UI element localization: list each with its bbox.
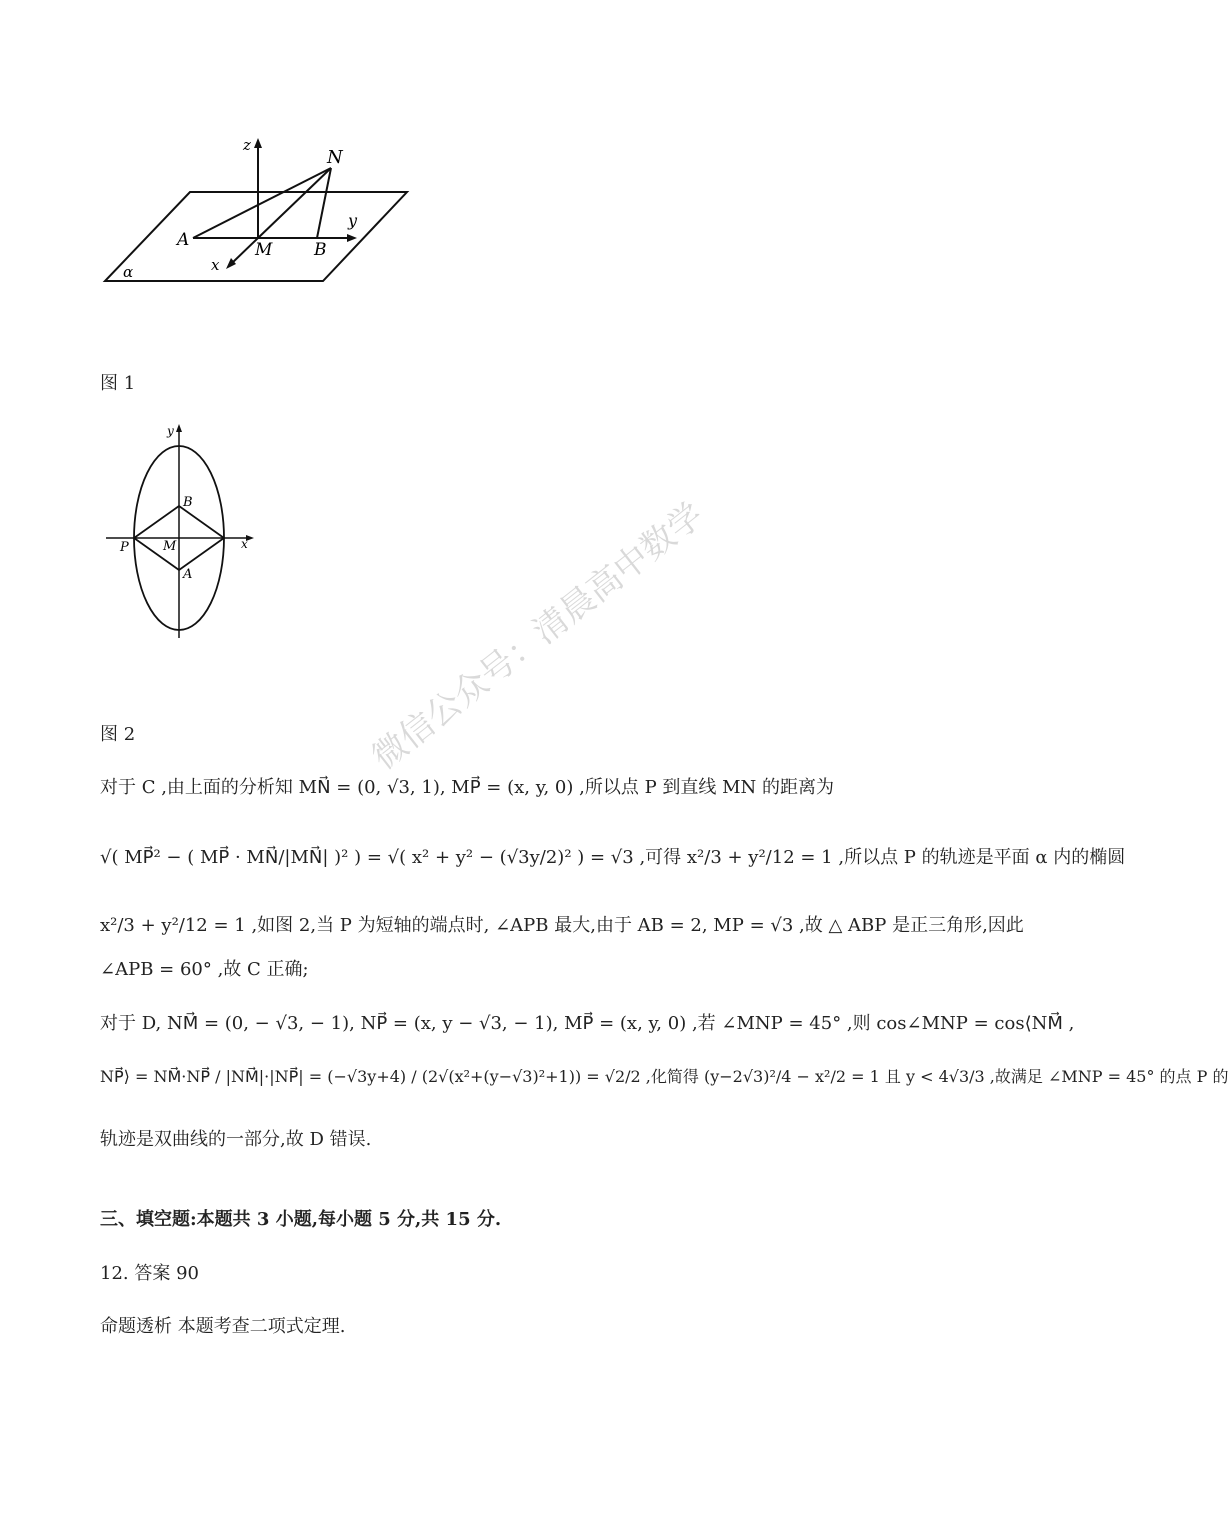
label-A: A bbox=[183, 567, 193, 582]
figure-2-diagram bbox=[100, 420, 260, 642]
label-x: x bbox=[241, 537, 248, 551]
label-y: y bbox=[348, 211, 358, 230]
figure-2-caption: 图 2 bbox=[100, 724, 136, 745]
figure-1-caption: 图 1 bbox=[100, 373, 136, 394]
label-y: y bbox=[167, 424, 174, 438]
label-A: A bbox=[177, 230, 190, 250]
para-d-line-1: 对于 D, NM⃗ = (0, − √3, − 1), NP⃗ = (x, y − √3, − 1), MP⃗ = (x, y, 0) ,若 ∠MNP = 45° ,则 cos∠MNP = cos⟨NM⃗ , bbox=[100, 1013, 1075, 1034]
answer-12: 12. 答案 90 bbox=[100, 1263, 199, 1284]
para-c-line-3: x²/3 + y²/12 = 1 ,如图 2,当 P 为短轴的端点时, ∠APB 最大,由于 AB = 2, MP = √3 ,故 △ ABP 是正三角形,因此 bbox=[100, 915, 1024, 936]
label-P: P bbox=[120, 540, 129, 555]
para-d-line-3: 轨迹是双曲线的一部分,故 D 错误. bbox=[100, 1129, 372, 1150]
label-x: x bbox=[211, 256, 220, 274]
y-arrow bbox=[176, 424, 182, 432]
section-3-heading: 三、填空题:本题共 3 小题,每小题 5 分,共 15 分. bbox=[100, 1209, 502, 1230]
z-arrow bbox=[254, 138, 262, 148]
label-M: M bbox=[255, 240, 273, 260]
line-AN bbox=[193, 168, 331, 238]
label-alpha: α bbox=[123, 263, 134, 281]
watermark: 微信公众号：清晨高中数学 bbox=[364, 495, 712, 778]
x-axis bbox=[231, 238, 258, 264]
para-c-line-2: √( MP⃗² − ( MP⃗ · MN⃗/|MN⃗| )² ) = √( x² + y² − (√3y/2)² ) = √3 ,可得 x²/3 + y²/12 = 1 ,所以点 P 的轨迹是平面 α 内的椭圆 bbox=[100, 847, 1126, 868]
analysis-12: 命题透析 本题考查二项式定理. bbox=[100, 1316, 346, 1337]
label-N: N bbox=[327, 147, 343, 168]
label-M: M bbox=[163, 539, 177, 554]
para-c-line-4: ∠APB = 60° ,故 C 正确; bbox=[100, 959, 309, 980]
label-z: z bbox=[243, 136, 251, 154]
figure-1-diagram bbox=[95, 130, 425, 295]
label-B: B bbox=[183, 495, 193, 510]
label-B: B bbox=[314, 240, 327, 260]
y-arrow bbox=[347, 234, 357, 242]
para-d-line-2: NP⃗⟩ = NM⃗·NP⃗ / |NM⃗|·|NP⃗| = (−√3y+4) / (2√(x²+(y−√3)²+1)) = √2/2 ,化简得 (y−2√3)²/4 − x²/2 = 1 且 y < 4√3/3 ,故满足 ∠MNP = 45° 的点 P 的 bbox=[100, 1067, 1228, 1086]
para-c-line-1: 对于 C ,由上面的分析知 MN⃗ = (0, √3, 1), MP⃗ = (x, y, 0) ,所以点 P 到直线 MN 的距离为 bbox=[100, 777, 835, 798]
